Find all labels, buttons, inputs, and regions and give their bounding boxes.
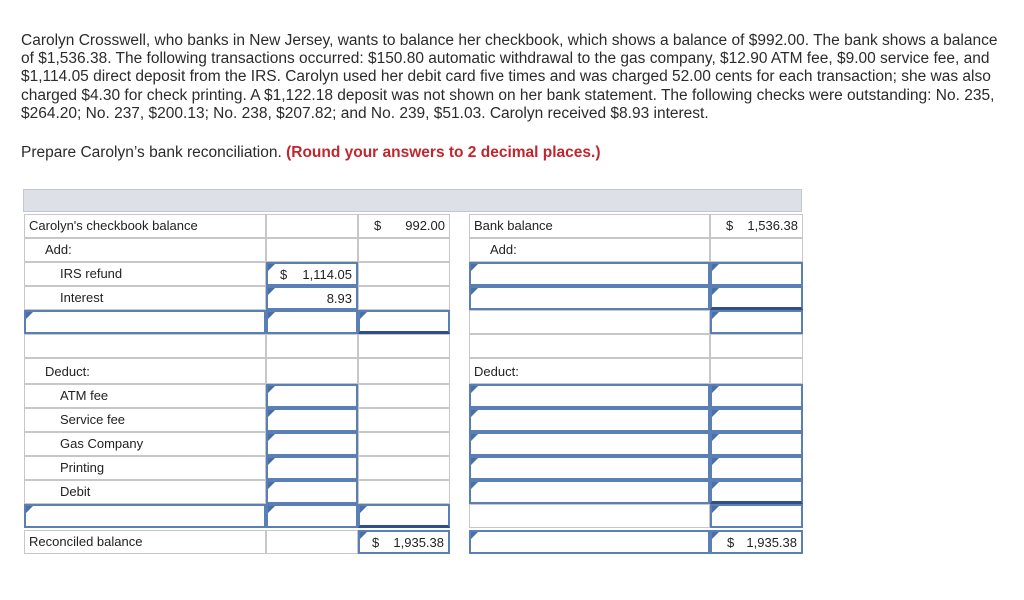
- currency-symbol: $: [727, 535, 735, 550]
- printing-label: Printing: [24, 456, 266, 480]
- checkbook-balance-value: 992.00: [405, 218, 445, 233]
- bank-balance-field: [710, 214, 803, 238]
- bank-deduct-amount-input-2[interactable]: [710, 408, 803, 432]
- empty-cell: [266, 358, 358, 384]
- empty-cell: [469, 504, 710, 528]
- empty-cell: [358, 384, 450, 408]
- printing-input[interactable]: [266, 456, 358, 480]
- empty-cell: [358, 238, 450, 262]
- bank-reconciled-input[interactable]: [710, 530, 803, 554]
- empty-cell: [358, 286, 450, 310]
- empty-cell: [24, 334, 266, 358]
- empty-cell: [710, 238, 803, 262]
- irs-refund-value: 1,114.05: [302, 267, 352, 282]
- service-fee-input[interactable]: [266, 408, 358, 432]
- checkbook-add-description-input[interactable]: [24, 310, 266, 334]
- bank-reconciled-description-input[interactable]: [469, 530, 710, 554]
- interest-label: Interest: [24, 286, 266, 310]
- empty-cell: [469, 334, 710, 358]
- bank-deduct-amount-input-3[interactable]: [710, 432, 803, 456]
- irs-refund-input[interactable]: [266, 262, 358, 286]
- empty-cell: [710, 334, 803, 358]
- empty-cell: [358, 262, 450, 286]
- checkbook-reconciled-input[interactable]: [358, 530, 450, 554]
- gas-company-input[interactable]: [266, 432, 358, 456]
- checkbook-reconciled-value: 1,935.38: [393, 535, 444, 550]
- empty-cell: [266, 334, 358, 358]
- bank-add-total-input[interactable]: [710, 310, 803, 334]
- empty-cell: [469, 310, 710, 334]
- interest-input[interactable]: [266, 286, 358, 310]
- empty-cell: [358, 334, 450, 358]
- currency-symbol: $: [372, 535, 380, 550]
- bank-balance-value: 1,536.38: [747, 218, 798, 233]
- gas-company-label: Gas Company: [24, 432, 266, 456]
- interest-value: 8.93: [326, 291, 352, 306]
- atm-fee-input[interactable]: [266, 384, 358, 408]
- bank-add-amount-input-1[interactable]: [710, 262, 803, 286]
- right-add-label: Add:: [469, 238, 710, 262]
- bank-deduct-description-input-2[interactable]: [469, 408, 710, 432]
- bank-add-description-input-2[interactable]: [469, 286, 710, 310]
- empty-cell: [358, 456, 450, 480]
- empty-cell: [266, 214, 358, 238]
- bank-deduct-amount-input-4[interactable]: [710, 456, 803, 480]
- bank-add-amount-input-2[interactable]: [710, 286, 803, 310]
- checkbook-deduct-total-input[interactable]: [358, 504, 450, 528]
- checkbook-deduct-amount-input[interactable]: [266, 504, 358, 528]
- bank-balance-label: Bank balance: [469, 214, 710, 238]
- left-add-label: Add:: [24, 238, 266, 262]
- bank-deduct-description-input-1[interactable]: [469, 384, 710, 408]
- right-deduct-label: Deduct:: [469, 358, 710, 384]
- bank-deduct-description-input-4[interactable]: [469, 456, 710, 480]
- bank-deduct-description-input-5[interactable]: [469, 480, 710, 504]
- currency-symbol: $: [280, 267, 288, 282]
- rounding-note: (Round your answers to 2 decimal places.): [286, 144, 601, 161]
- bank-deduct-total-input[interactable]: [710, 504, 803, 528]
- empty-cell: [358, 480, 450, 504]
- checkbook-add-amount-input[interactable]: [266, 310, 358, 334]
- empty-cell: [710, 358, 803, 384]
- table-header-bar: [23, 189, 802, 212]
- checkbook-balance-field: [358, 214, 450, 238]
- currency-symbol: $: [374, 218, 382, 233]
- bank-deduct-description-input-3[interactable]: [469, 432, 710, 456]
- instruction: [21, 144, 600, 162]
- checkbook-add-total-input[interactable]: [358, 310, 450, 334]
- irs-refund-label: IRS refund: [24, 262, 266, 286]
- bank-reconciled-value: 1,935.38: [746, 535, 797, 550]
- left-deduct-label: Deduct:: [24, 358, 266, 384]
- atm-fee-label: ATM fee: [24, 384, 266, 408]
- checkbook-deduct-description-input[interactable]: [24, 504, 266, 528]
- currency-symbol: $: [726, 218, 734, 233]
- problem-statement: Carolyn Crosswell, who banks in New Jersey, wants to balance her checkbook, which shows a balance of $992.00. The bank shows a balance of $1,536.38. The following transactions occurred: $150.80 automatic withdrawal to the gas company, $12.90 ATM fee, $9.00 service fee, and $1,114.05 direct deposit from the IRS. Carolyn used her debit card five times and was charged 52.00 cents for each transaction; she was also charged $4.30 for check printing. A $1,122.18 deposit was not shown on her bank statement. The following checks were outstanding: No. 235, $264.20; No. 237, $200.13; No. 238, $207.82; and No. 239, $51.03. Carolyn received $8.93 interest.: [21, 32, 998, 122]
- service-fee-label: Service fee: [24, 408, 266, 432]
- debit-input[interactable]: [266, 480, 358, 504]
- bank-add-description-input-1[interactable]: [469, 262, 710, 286]
- reconciled-balance-label: Reconciled balance: [24, 530, 266, 554]
- bank-deduct-amount-input-1[interactable]: [710, 384, 803, 408]
- empty-cell: [266, 530, 358, 554]
- checkbook-balance-label: Carolyn's checkbook balance: [24, 214, 266, 238]
- debit-label: Debit: [24, 480, 266, 504]
- bank-deduct-amount-input-5[interactable]: [710, 480, 803, 504]
- empty-cell: [266, 238, 358, 262]
- empty-cell: [358, 432, 450, 456]
- instruction-text: Prepare Carolyn’s bank reconciliation.: [21, 144, 282, 161]
- empty-cell: [358, 358, 450, 384]
- empty-cell: [358, 408, 450, 432]
